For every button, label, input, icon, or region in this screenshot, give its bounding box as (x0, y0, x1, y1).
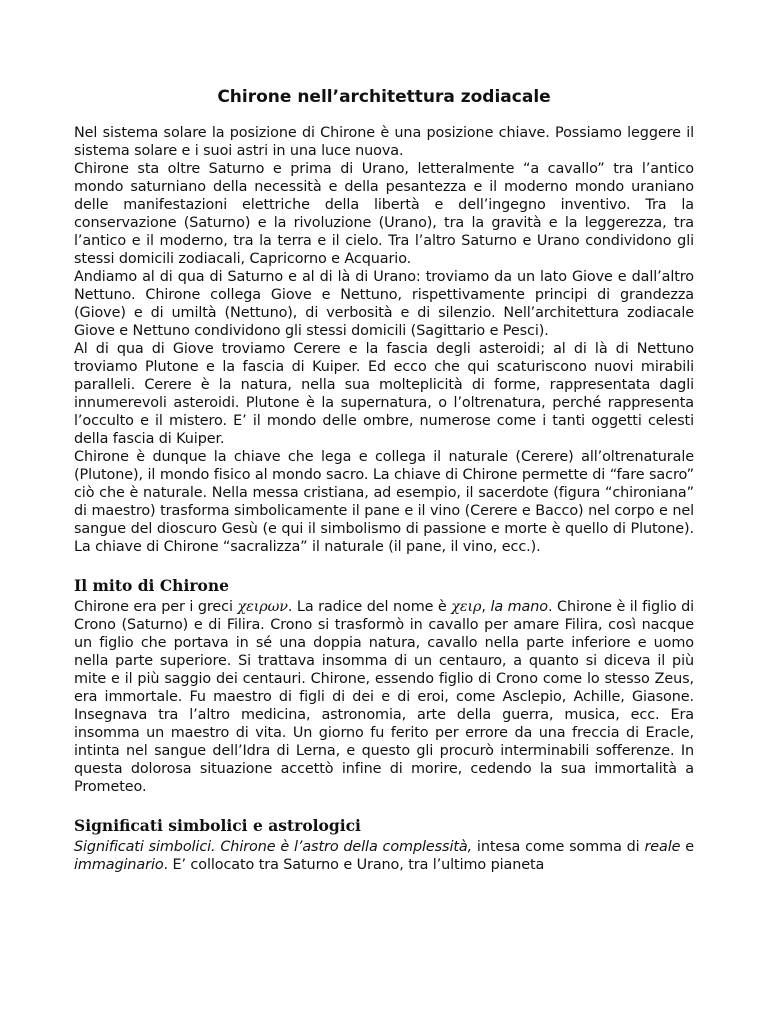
document-page (74, 86, 694, 874)
paragraph-ceres-pluto: Al di qua di Giove troviamo Cerere e la fascia degli asteroidi; al di là di Nettuno troviamo Plutone e la fascia di Kuiper. Ed ecco che qui scaturiscono nuovi mirabili paralleli. Cerere è la natura, nella sua molteplicità di forme, rappresentata dagli innumerevoli asteroidi. Plutone è la supernatura, o l’oltrenatura, perché rappresenta l’occulto e il mistero. E’ il mondo delle ombre, numerose come i tanti oggetti celesti della fascia di Kuiper. (74, 341, 694, 447)
paragraph-chiron-key: Chirone è dunque la chiave che lega e collega il naturale (Cerere) all’oltrenaturale (Plutone), il mondo fisico al mondo sacro. La chiave di Chirone permette di “fare sacro” ciò che è naturale. Nella messa cristiana, ad esempio, il sacerdote (figura “chironiana” di maestro) trasforma simbolicamente il pane e il vino (Cerere e Bacco) nel corpo e nel sangue del dioscuro Gesù (e qui il simbolismo di passione e morte è quello di Plutone). La chiave di Chirone “sacralizza” il naturale (il pane, il vino, ecc.). (74, 449, 694, 555)
greek-name: χειρων (237, 599, 288, 615)
symbolic-text-b: e (680, 839, 694, 855)
greek-root: χειρ (451, 599, 482, 615)
myth-text-d: . Chirone è il figlio di Crono (Saturno) e di Filira. Crono si trasformò in cavallo per amare Filira, così nacque un figlio che portava in sé una doppia natura, cavallo nella parte inferiore e uomo nella parte superiore. Si trattava insomma di un centauro, a quanto si diceva il più mite e il più saggio dei centauri. Chirone, essendo figlio di Crono come lo stesso Zeus, era immortale. Fu maestro di figli di dei e di eroi, come Asclepio, Achille, Giasone. Insegnava tra l’altro medicina, astronomia, arte della guerra, musica, ecc. Era insomma un maestro di vita. Un giorno fu ferito per errore da una freccia di Eracle, intinta nel sangue dell’Idra di Lerna, e questo gli procurò interminabili sofferenze. In questa dolorosa situazione accettò infine di morire, cedendo la sua immortalità a Prometeo. (74, 599, 695, 795)
myth-text-a: Chirone era per i greci (74, 599, 238, 615)
symbolic-text-a: intesa come somma di (472, 839, 645, 855)
section-heading-symbolic: Significati simbolici e astrologici (74, 816, 361, 835)
symbolic-italic-lead: Significati simbolici. Chirone è l’astro della complessità, (74, 839, 473, 855)
document-title: Chirone nell’architettura zodiacale (217, 87, 551, 107)
meaning-italic: la mano (490, 599, 548, 615)
symbolic-reale: reale (644, 839, 681, 855)
symbolic-immaginario: immaginario (74, 857, 164, 873)
myth-text-c: , (481, 599, 491, 615)
paragraph-myth (74, 598, 694, 796)
myth-text-b: . La radice del nome è (287, 599, 452, 615)
section-heading-myth: Il mito di Chirone (74, 576, 229, 595)
paragraph-intro: Nel sistema solare la posizione di Chirone è una posizione chiave. Possiamo leggere il sistema solare e i suoi astri in una luce nuova. (74, 125, 694, 159)
paragraph-jupiter-neptune: Andiamo al di qua di Saturno e al di là di Urano: troviamo da un lato Giove e dall’altro Nettuno. Chirone collega Giove e Nettuno, rispettivamente principi di grandezza (Giove) e di umiltà (Nettuno), di verbosità e di silenzio. Nell’architettura zodiacale Giove e Nettuno condividono gli stessi domicili (Sagittario e Pesci). (74, 269, 694, 339)
paragraph-symbolic (74, 838, 694, 874)
symbolic-text-c: . E’ collocato tra Saturno e Urano, tra l’ultimo pianeta (163, 857, 545, 873)
paragraph-saturn-uranus: Chirone sta oltre Saturno e prima di Urano, letteralmente “a cavallo” tra l’antico mondo saturniano della necessità e della pesantezza e il moderno mondo uraniano delle manifestazioni elettriche della libertà e dell’ingegno inventivo. Tra la conservazione (Saturno) e la rivoluzione (Urano), tra la gravità e la leggerezza, tra l’antico e il moderno, tra la terra e il cielo. Tra l’altro Saturno e Urano condividono gli stessi domicili zodiacali, Capricorno e Acquario. (74, 161, 694, 267)
